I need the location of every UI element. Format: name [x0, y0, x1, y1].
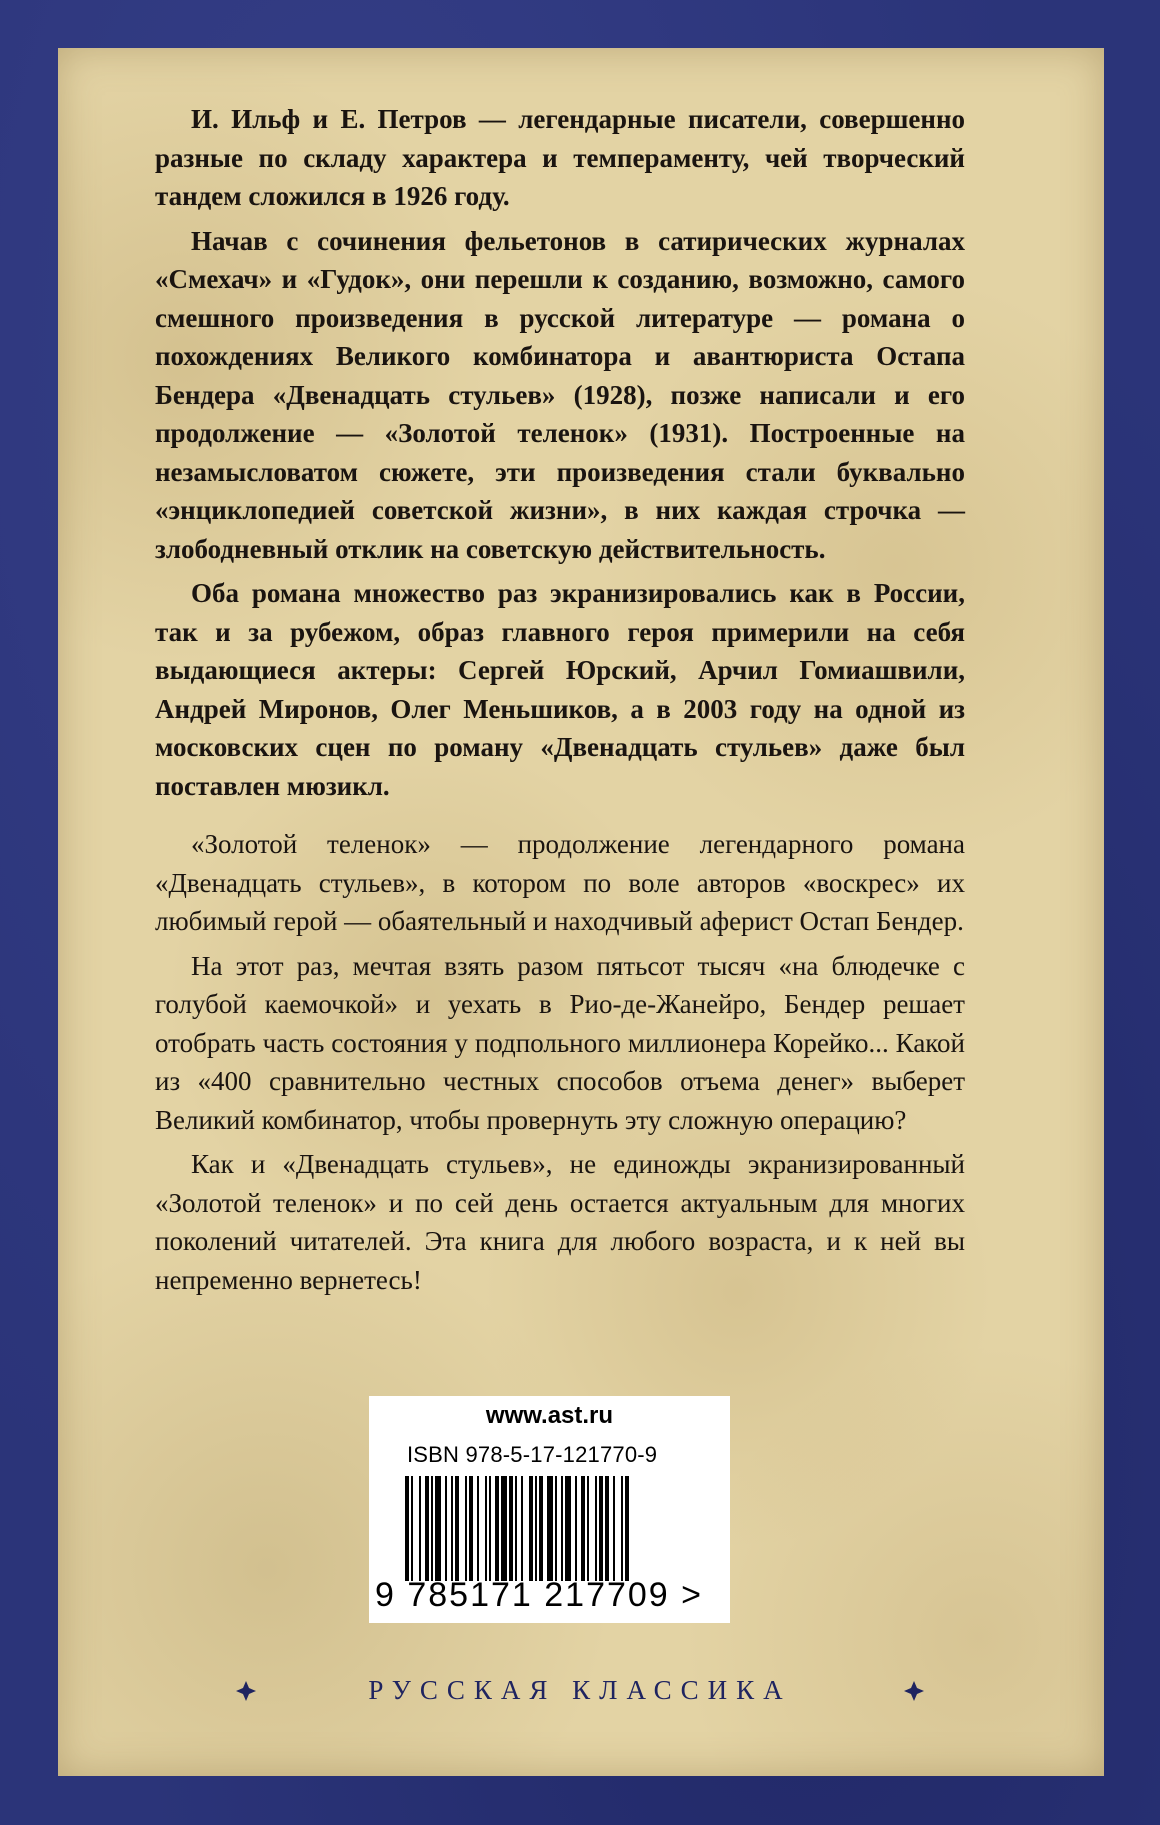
diamond-ornament-icon — [235, 1680, 257, 1702]
diamond-ornament-icon — [903, 1680, 925, 1702]
paragraph-authors: И. Ильф и Е. Петров — легендарные писатели, совершенно разные по складу характера и темпераменту, чей творческий тандем сложился в 1926 году. — [155, 104, 965, 211]
paragraph-closing: Как и «Двенадцать стульев», не единожды экранизированный «Золотой теленок» и по сей день остается актуальным для многих поколений читателей. Эта книга для любого возраста, и к ней вы непременно вернетесь! — [155, 1149, 965, 1295]
barcode-digits: 9 785171 217709 > — [375, 1576, 704, 1614]
barcode-bars — [405, 1476, 695, 1581]
author-description — [155, 100, 965, 811]
series-footer — [235, 1672, 925, 1712]
paragraph-plot: На этот раз, мечтая взять разом пятьсот тысяч «на блюдечке с голубой каемочкой» и уехать в Рио-де-Жанейро, Бендер решает отобрать часть состояния у подпольного миллионера Корейко... Какой из «400 сравнительно честных способов отъема денег» выберет Великий комбинатор, чтобы провернуть эту сложную операцию? — [155, 950, 965, 1135]
paragraph-works: Начав с сочинения фельетонов в сатирических журналах «Смехач» и «Гудок», они перешли к созданию, возможно, самого смешного произведения в русской литературе — романа о похождениях Великого комбинатора и авантюриста Остапа Бендера «Двенадцать стульев» (1928), позже написали и его продолжение — «Золотой теленок» (1931). Построенные на незамысловатом сюжете, эти произведения стали буквально «энциклопедией советской жизни», в них каждая строчка — злободневный отклик на советскую действительность. — [155, 225, 965, 564]
isbn-label: ISBN 978-5-17-121770-9 — [407, 1442, 658, 1467]
paragraph-adaptations: Оба романа множество раз экранизировались как в России, так и за рубежом, образ главного героя примерили на себя выдающиеся актеры: Сергей Юрский, Арчил Гомиашвили, Андрей Миронов, Олег Меньшиков, а в 2003 году на одной из московских сцен по роману «Двенадцать стульев» даже был поставлен мюзикл. — [155, 578, 965, 801]
book-description — [155, 825, 965, 1305]
paragraph-intro: «Золотой теленок» — продолжение легендарного романа «Двенадцать стульев», в котором по воле авторов «воскрес» их любимый герой — обаятельный и находчивый аферист Остап Бендер. — [155, 829, 965, 936]
barcode-box — [369, 1396, 730, 1623]
series-title: РУССКАЯ КЛАССИКА — [368, 1675, 792, 1705]
publisher-website: www.ast.ru — [485, 1402, 614, 1429]
